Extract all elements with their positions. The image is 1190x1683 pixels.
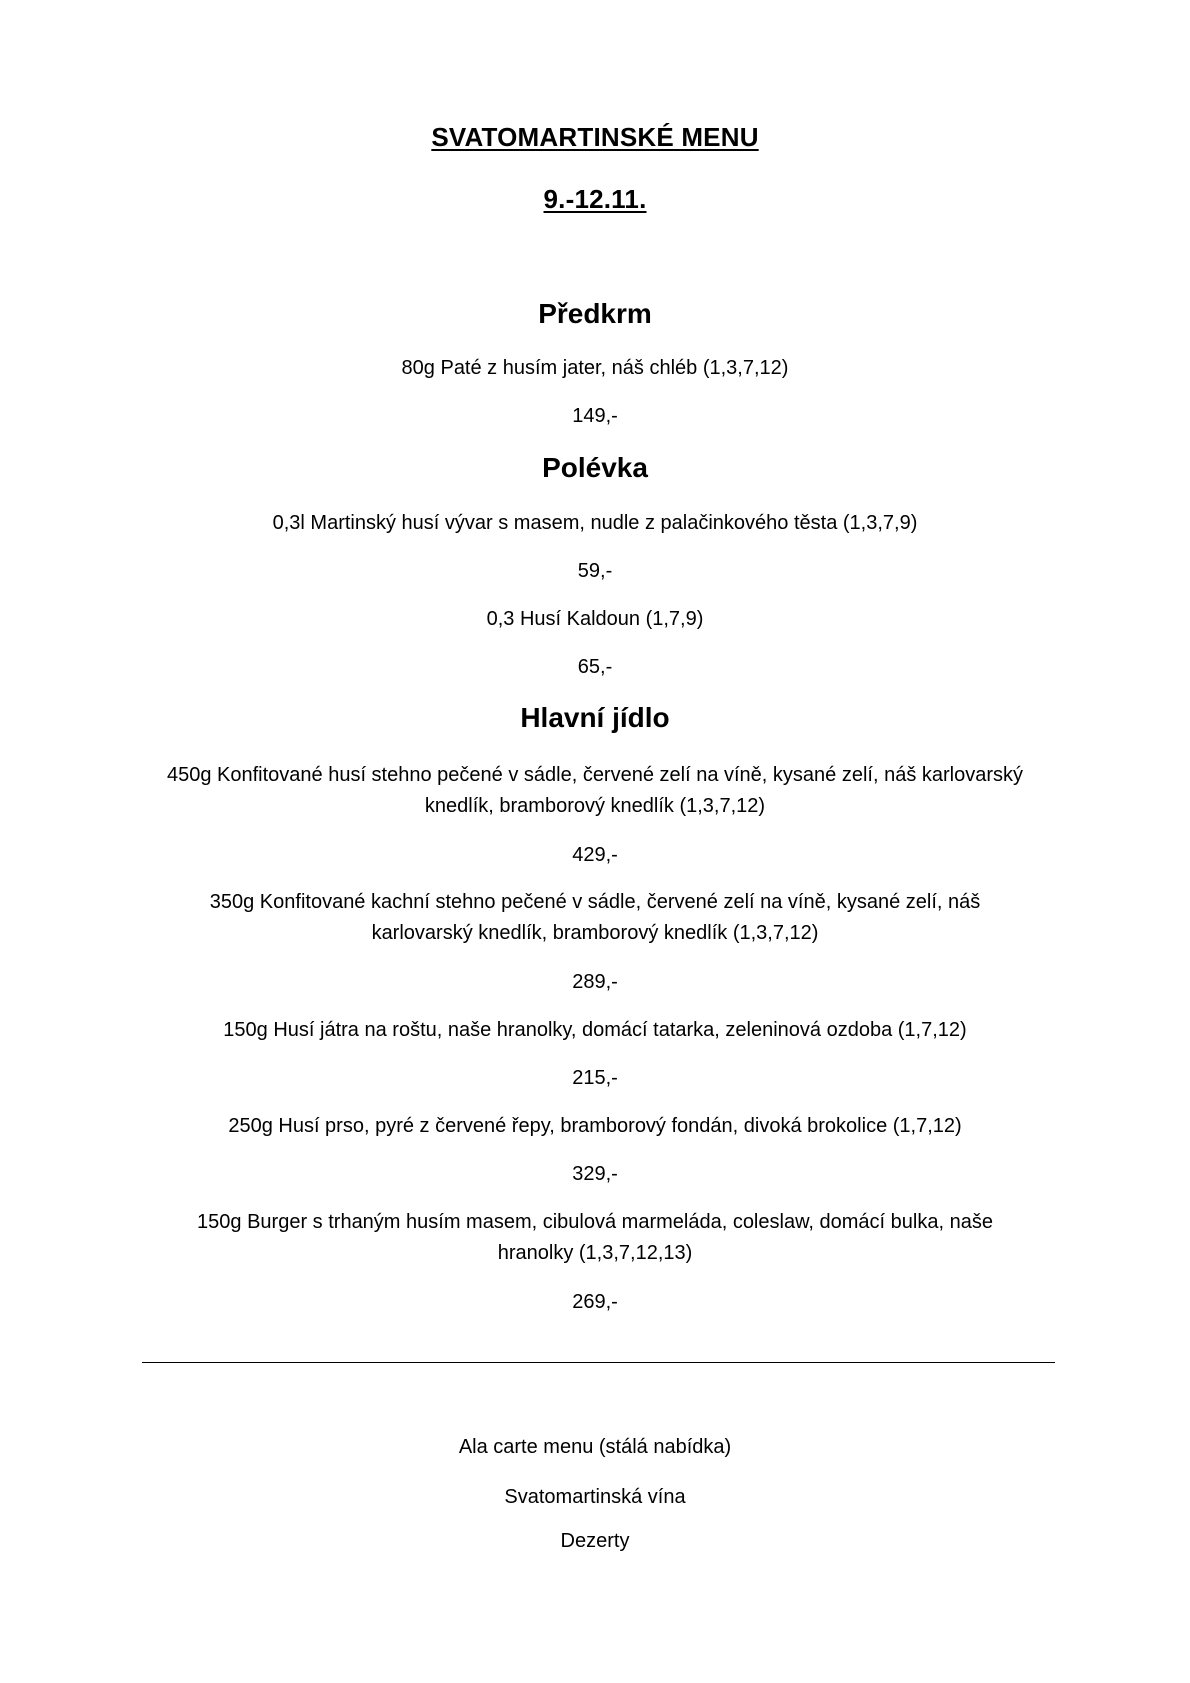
section-heading-soup: Polévka <box>542 452 648 483</box>
link-ala-carte-menu[interactable]: Ala carte menu (stálá nabídka) <box>458 1436 732 1458</box>
menu-item-price: 149,- <box>572 405 618 427</box>
section-heading-appetizer: Předkrm <box>538 298 652 329</box>
menu-dates: 9.-12.11. <box>543 184 647 214</box>
menu-item-text: 450g Konfitované husí stehno pečené v sádle, červené zelí na víně, kysané zelí, náš karlovarský knedlík, bramborový knedlík (1,3,7,12) <box>166 764 1024 817</box>
menu-item-price: 289,- <box>572 971 618 993</box>
link-wines[interactable]: Svatomartinská vína <box>504 1486 686 1508</box>
menu-item-text: 0,3l Martinský husí vývar s masem, nudle z palačinkového těsta (1,3,7,9) <box>272 512 918 534</box>
divider-line <box>142 1362 1055 1363</box>
menu-item-price: 429,- <box>572 844 618 866</box>
menu-item-text: 150g Husí játra na roštu, naše hranolky, domácí tatarka, zeleninová ozdoba (1,7,12) <box>223 1019 967 1041</box>
link-desserts[interactable]: Dezerty <box>560 1530 630 1552</box>
menu-item-text: 350g Konfitované kachní stehno pečené v sádle, červené zelí na víně, kysané zelí, náš karlovarský knedlík, bramborový knedlík (1,3,7,12) <box>209 891 981 944</box>
menu-item-price: 215,- <box>572 1067 618 1089</box>
menu-item-text: 250g Husí prso, pyré z červené řepy, bramborový fondán, divoká brokolice (1,7,12) <box>228 1115 962 1137</box>
menu-item-text: 80g Paté z husím jater, náš chléb (1,3,7,12) <box>401 357 789 379</box>
menu-item-price: 59,- <box>577 560 613 582</box>
menu-title: SVATOMARTINSKÉ MENU <box>431 122 759 152</box>
menu-item-price: 329,- <box>572 1163 618 1185</box>
menu-item-price: 65,- <box>577 656 613 678</box>
menu-item-text: 0,3 Husí Kaldoun (1,7,9) <box>486 608 704 630</box>
menu-item-text: 150g Burger s trhaným husím masem, cibulová marmeláda, coleslaw, domácí bulka, naše hranolky (1,3,7,12,13) <box>197 1211 993 1264</box>
menu-item-price: 269,- <box>572 1291 618 1313</box>
section-heading-main-course: Hlavní jídlo <box>520 702 670 733</box>
